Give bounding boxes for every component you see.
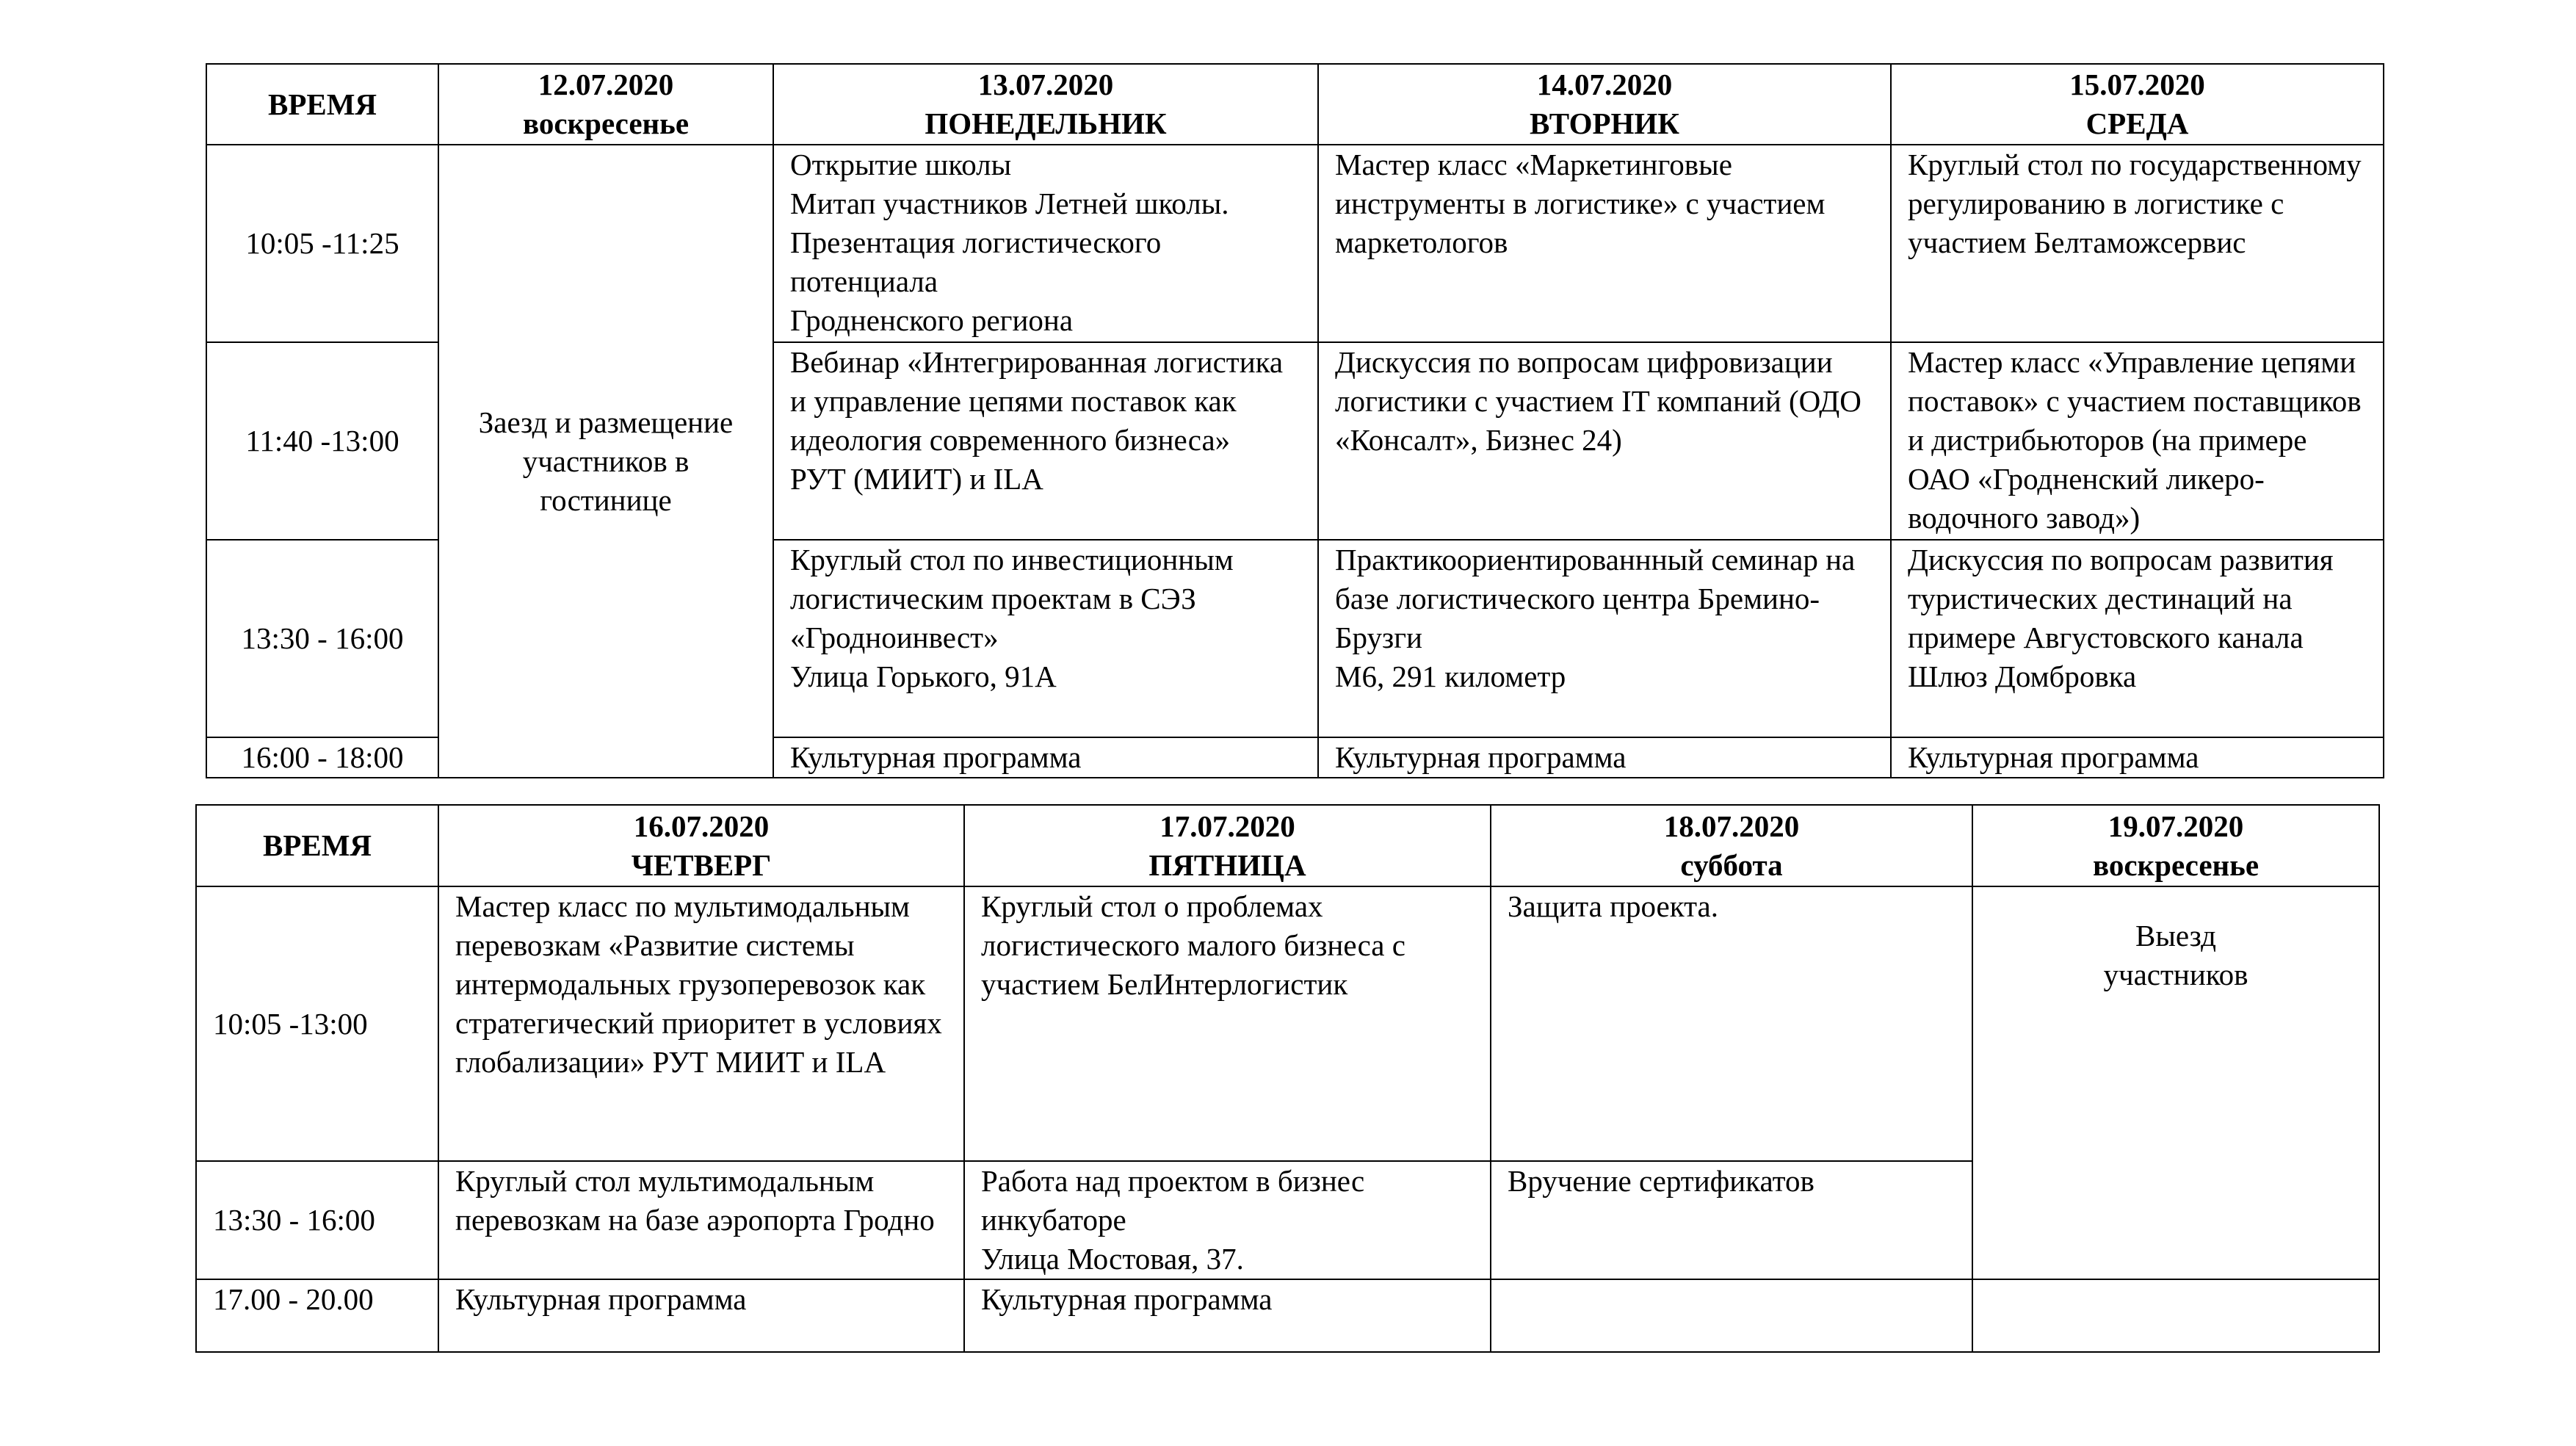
empty-cell [1972, 1279, 2379, 1352]
day-weekday: СРЕДА [2085, 106, 2189, 140]
departure-cell: Выезд участников [1972, 886, 2379, 1279]
schedule-table-week1 [206, 63, 2384, 778]
event-cell: Мастер класс «Маркетинговые инструменты в логистике» с участием маркетологов [1318, 145, 1891, 342]
day-date: 14.07.2020 [1536, 68, 1673, 101]
event-cell: Вебинар «Интегрированная логистика и управление цепями поставок как идеология современного бизнеса» РУТ (МИИТ) и ILA [773, 342, 1318, 540]
time-slot: 13:30 - 16:00 [206, 540, 438, 737]
table-row [196, 886, 2379, 1161]
day-date: 16.07.2020 [633, 809, 770, 843]
day-header [1891, 64, 2384, 145]
event-cell: Практикоориентированнный семинар на базе логистического центра Бремино-Брузги М6, 291 километр [1318, 540, 1891, 737]
time-slot: 10:05 -11:25 [206, 145, 438, 342]
event-cell: Мастер класс «Управление цепями поставок» с участием поставщиков и дистрибьюторов (на примере ОАО «Гродненский ликеро-водочного завод») [1891, 342, 2384, 540]
event-cell: Открытие школы Митап участников Летней школы. Презентация логистического потенциала Гродненского региона [773, 145, 1318, 342]
day-header [1491, 805, 1972, 886]
event-cell: Вручение сертификатов [1491, 1161, 1972, 1279]
event-cell: Мастер класс по мультимодальным перевозкам «Развитие системы интермодальных грузоперевозок как стратегический приоритет в условиях глобализации» РУТ МИИТ и ILA [438, 886, 964, 1161]
day-weekday: ПЯТНИЦА [1148, 847, 1306, 882]
day-date: 18.07.2020 [1663, 809, 1800, 843]
time-slot: 10:05 -13:00 [196, 886, 438, 1161]
day-date: 12.07.2020 [538, 68, 674, 101]
table-row [206, 145, 2384, 342]
day-date: 15.07.2020 [2069, 68, 2205, 101]
event-cell: Работа над проектом в бизнес инкубаторе Улица Мостовая, 37. [964, 1161, 1491, 1279]
event-cell: Защита проекта. [1491, 886, 1972, 1161]
day-date: 13.07.2020 [977, 68, 1114, 101]
event-cell: Дискуссия по вопросам цифровизации логистики с участием IT компаний (ОДО «Консалт», Бизнес 24) [1318, 342, 1891, 540]
event-cell: Круглый стол о проблемах логистического малого бизнеса с участием БелИнтерлогистик [964, 886, 1491, 1161]
day-date: 17.07.2020 [1159, 809, 1295, 843]
day-weekday: воскресенье [2092, 847, 2260, 882]
day-weekday: ВТОРНИК [1529, 106, 1680, 140]
day-header [964, 805, 1491, 886]
event-cell: Круглый стол по инвестиционным логистическим проектам в СЭЗ «Гродноинвест» Улица Горького, 91А [773, 540, 1318, 737]
day-weekday: ЧЕТВЕРГ [631, 847, 772, 882]
event-cell: Культурная программа [964, 1279, 1491, 1352]
day-header [1972, 805, 2379, 886]
day-header [438, 64, 773, 145]
event-cell: Культурная программа [773, 737, 1318, 778]
day-date: 19.07.2020 [2108, 809, 2244, 843]
arrival-cell: Заезд и размещение участников в гостинице [438, 145, 773, 778]
day-header [773, 64, 1318, 145]
event-cell [1491, 1279, 1972, 1352]
table-row [196, 1279, 2379, 1352]
event-cell: Культурная программа [1891, 737, 2384, 778]
day-weekday: воскресенье [522, 106, 690, 140]
time-column-header: ВРЕМЯ [206, 64, 438, 145]
event-cell: Дискуссия по вопросам развития туристических дестинаций на примере Августовского канала Шлюз Домбровка [1891, 540, 2384, 737]
time-slot: 13:30 - 16:00 [196, 1161, 438, 1279]
schedule-table-week2 [195, 804, 2380, 1353]
day-header [438, 805, 964, 886]
event-cell: Круглый стол мультимодальным перевозкам на базе аэропорта Гродно [438, 1161, 964, 1279]
day-weekday: суббота [1680, 847, 1783, 882]
event-cell: Культурная программа [1318, 737, 1891, 778]
event-cell: Культурная программа [438, 1279, 964, 1352]
event-cell: Круглый стол по государственному регулированию в логистике с участием Белтаможсервис [1891, 145, 2384, 342]
table-header-row [196, 805, 2379, 886]
time-slot: 16:00 - 18:00 [206, 737, 438, 778]
time-slot: 17.00 - 20.00 [196, 1279, 438, 1352]
time-slot: 11:40 -13:00 [206, 342, 438, 540]
table-header-row [206, 64, 2384, 145]
time-column-header: ВРЕМЯ [196, 805, 438, 886]
day-header [1318, 64, 1891, 145]
day-weekday: ПОНЕДЕЛЬНИК [925, 106, 1167, 140]
